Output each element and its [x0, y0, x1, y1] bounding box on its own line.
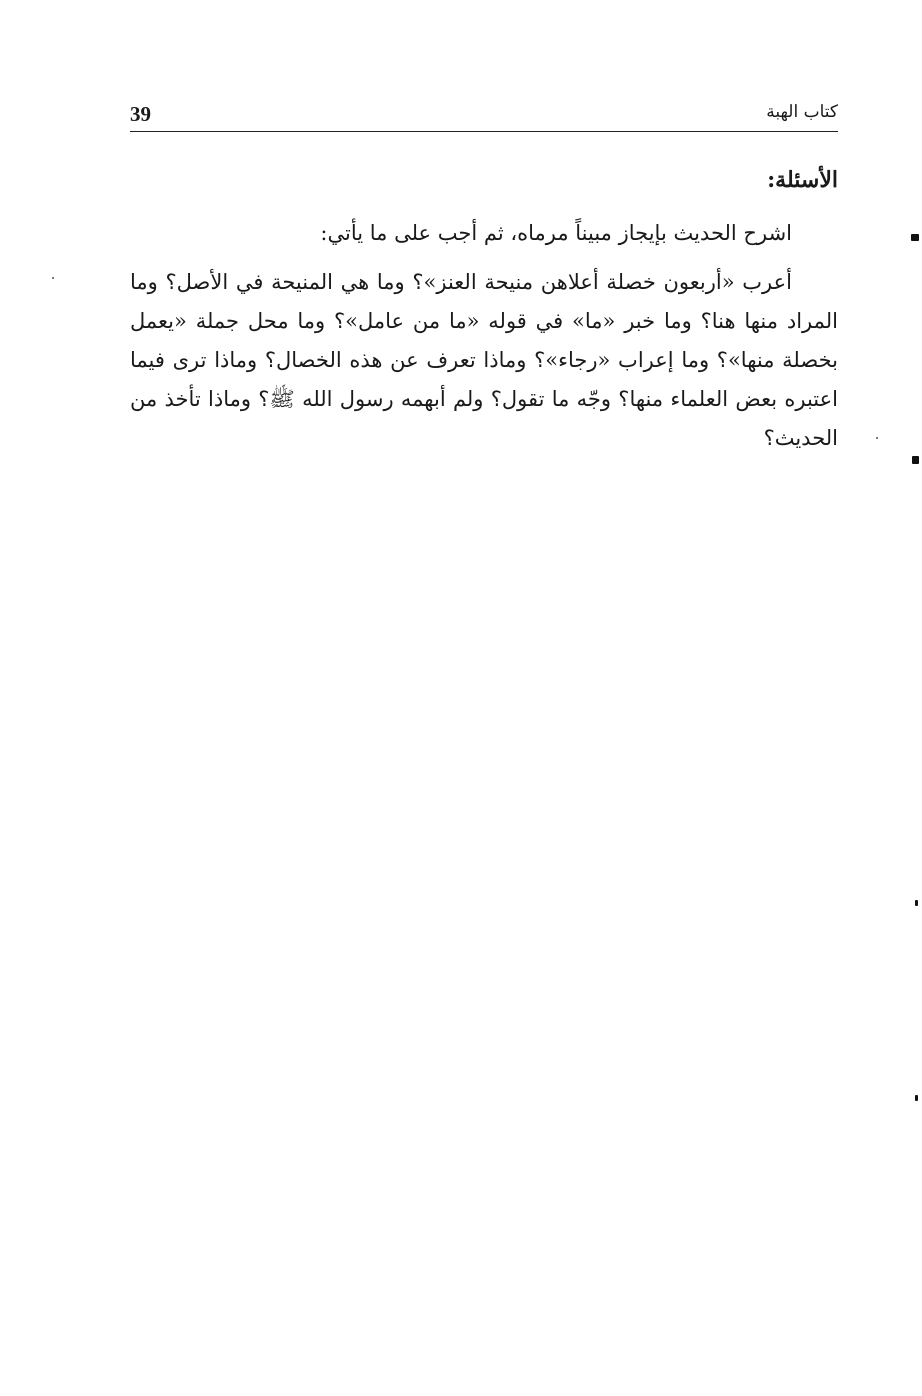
running-title: كتاب الهبة	[766, 102, 838, 122]
page-header	[130, 100, 838, 134]
margin-mark	[912, 456, 919, 464]
scan-speck	[876, 437, 878, 439]
instruction-paragraph: اشرح الحديث بإيجاز مبيناً مرماه، ثم أجب على ما يأتي:	[320, 221, 792, 245]
scan-speck	[52, 277, 54, 279]
margin-mark	[915, 900, 918, 906]
margin-mark	[915, 1095, 918, 1101]
section-heading: الأسئلة:	[767, 167, 838, 193]
header-rule	[130, 131, 838, 132]
page-number: 39	[130, 102, 151, 126]
questions-paragraph: أعرب «أربعون خصلة أعلاهن منيحة العنز»؟ وما هي المنيحة في الأصل؟ وما المراد منها هنا؟ وما خبر «ما» في قوله «ما من عامل»؟ وما محل جملة «يعمل بخصلة منها»؟ وما إعراب «رجاء»؟ وماذا تعرف عن هذه الخصال؟ وماذا ترى فيما اعتبره بعض العلماء منها؟ وجّه ما تقول؟ ولم أبهمه رسول الله ﷺ؟ وماذا تأخذ من الحديث؟	[130, 270, 838, 450]
questions-section	[130, 160, 838, 468]
margin-mark	[911, 234, 919, 241]
